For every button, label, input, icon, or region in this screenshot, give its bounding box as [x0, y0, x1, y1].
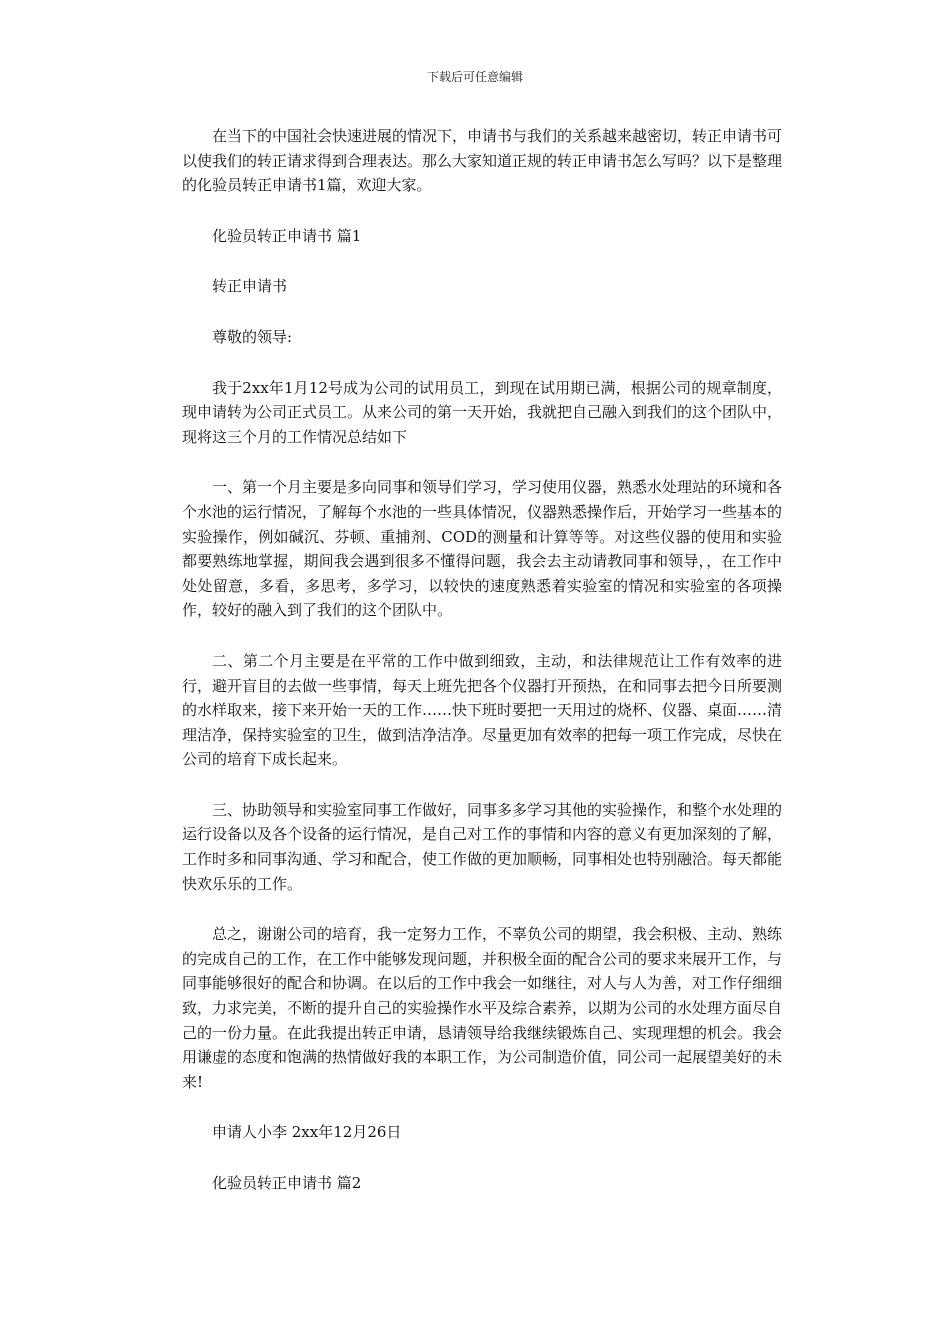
salutation: 尊敬的领导: — [212, 327, 293, 346]
page-header-note: 下载后可任意编辑 — [426, 70, 523, 84]
letter-title: 转正申请书 — [212, 277, 288, 296]
summary-paragraph: 总之，谢谢公司的培育，我一定努力工作，不辜负公司的期望，我会积极、主动、熟练的完成自己的工作，在工作中能够发现问题，并积极全面的配合公司的要求来展开工作，与同事能够很好的配合和协调。在以后的工作中我会一如继往，对人与人为善，对工作仔细细致，力求完美，不断的提升自己的实验操作水平及综合素养，以期为公司的水处理方面尽自己的一份力量。在此我提出转正申请，恳请领导给我继续锻炼自己、实现理想的机会。我会用谦虚的态度和饱满的热情做好我的本职工作，为公司制造价值，同公司一起展望美好的未来! — [182, 925, 783, 1091]
intro-paragraph: 在当下的中国社会快速进展的情况下，申请书与我们的关系越来越密切，转正申请书可以使我们的转正请求得到合理表达。那么大家知道正规的转正申请书怎么写吗？以下是整理的化验员转正申请书1篇，欢迎大家。 — [182, 127, 783, 195]
month-2-paragraph: 二、第二个月主要是在平常的工作中做到细致，主动，和法律规范让工作有效率的进行，避开盲目的去做一些事情，每天上班先把各个仪器打开预热，在和同事去把今日所要测的水样取来，接下来开始一天的工作……快下班时要把一天用过的烧杯、仪器、桌面……清理洁净，保持实验室的卫生，做到洁净洁净。尽量更加有效率的把每一项工作完成，尽快在公司的培育下成长起来。 — [182, 651, 783, 769]
document-body — [182, 124, 782, 1222]
signature-line: 申请人小李 2xx年12月26日 — [212, 1123, 402, 1142]
opening-paragraph: 我于2xx年1月12号成为公司的试用员工，到现在试用期已满，根据公司的规章制度，现申请转为公司正式员工。从来公司的第一天开始，我就把自己融入到我们的这个团队中，现将这三个月的工作情况总结如下 — [182, 378, 783, 446]
month-1-paragraph: 一、第一个月主要是多向同事和领导们学习，学习使用仪器，熟悉水处理站的环境和各个水池的运行情况，了解每个水池的一些具体情况，仪器熟悉操作后，开始学习一些基本的实验操作，例如碱沉、芬顿、重捕剂、COD的测量和计算等等。对这些仪器的使用和实验都要熟练地掌握，期间我会遇到很多不懂得问题，我会去主动请教同事和领导，，在工作中处处留意，多看，多思考，多学习，以较快的速度熟悉着实验室的情况和实验室的各项操作，较好的融入到了我们的这个团队中。 — [182, 478, 783, 620]
article-1-title: 化验员转正申请书 篇1 — [212, 226, 362, 245]
article-2-title: 化验员转正申请书 篇2 — [212, 1174, 362, 1192]
month-3-paragraph: 三、协助领导和实验室同事工作做好，同事多多学习其他的实验操作，和整个水处理的运行设备以及各个设备的运行情况，是自己对工作的事情和内容的意义有更加深刻的了解，工作时多和同事沟通、学习和配合，使工作做的更加顺畅，同事相处也特别融洽。每天都能快欢乐乐的工作。 — [182, 800, 783, 893]
